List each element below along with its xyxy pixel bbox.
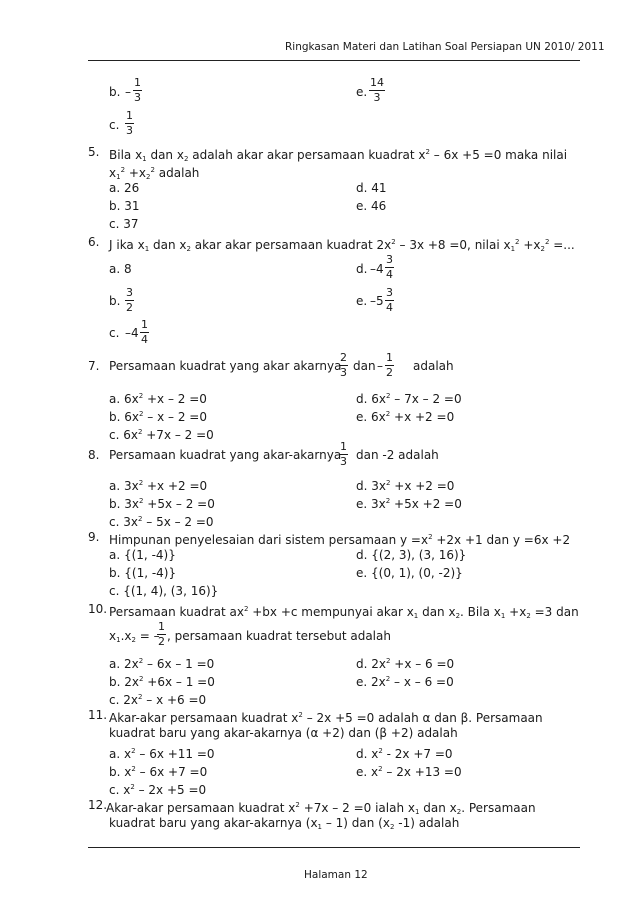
text: c. 6x (109, 428, 138, 442)
question-number: 9. (88, 530, 100, 544)
superscript: 2 (385, 497, 391, 505)
text: = – (135, 629, 160, 643)
superscript: 2 (137, 693, 143, 701)
superscript: 2 (138, 392, 144, 400)
text: Himpunan penyelesaian dari sistem persamaan y =x (109, 533, 429, 547)
option-d: d. {(2, 3), (3, 16)} (356, 548, 467, 562)
text: d. 2x (356, 657, 386, 671)
option-a (109, 654, 214, 672)
question-text: dan -2 adalah (356, 448, 439, 462)
question-text (109, 235, 575, 257)
superscript: 2 (138, 675, 144, 683)
superscript: 2 (425, 148, 430, 156)
text: adalah (154, 166, 200, 180)
question-text-line2 (109, 816, 459, 835)
numerator: 3 (386, 253, 393, 266)
text: c. x (109, 783, 131, 797)
text: e. 3x (356, 497, 386, 511)
text: b. 6x (109, 410, 139, 424)
question-text (109, 530, 570, 548)
superscript: 2 (544, 238, 550, 246)
text: – x +6 =0 (142, 693, 207, 707)
text: +x +2 =0 (390, 479, 455, 493)
text: d. 3x (356, 479, 386, 493)
superscript: 2 (385, 657, 391, 665)
subscript: 1 (414, 808, 420, 816)
text: – x – 6 =0 (390, 675, 454, 689)
text: +x +2 =0 (390, 410, 455, 424)
option-d (356, 389, 462, 407)
denominator: 3 (340, 366, 347, 379)
question-text-line2: kuadrat baru yang akar-akarnya (α +2) dan (β +2) adalah (109, 726, 458, 740)
subscript: 2 (455, 612, 461, 620)
superscript: 2 (150, 166, 155, 174)
fraction (339, 441, 348, 468)
text: +x – 2 =0 (143, 392, 207, 406)
page-number: Halaman 12 (304, 869, 368, 881)
superscript: 2 (385, 675, 391, 683)
text: =... (549, 238, 575, 252)
question-text (109, 602, 579, 624)
option-label: c. (109, 118, 120, 132)
superscript: 2 (137, 428, 143, 436)
superscript: 2 (138, 410, 144, 418)
numerator: 1 (158, 620, 165, 633)
subscript: 2 (183, 155, 189, 163)
superscript: 2 (378, 765, 383, 773)
fraction (385, 287, 394, 314)
question-number: 12. (88, 798, 108, 812)
superscript: 2 (385, 392, 391, 400)
denominator: 2 (158, 635, 165, 648)
question-number: 8. (88, 448, 100, 462)
fraction (125, 110, 134, 137)
text: kuadrat baru yang akar-akarnya (x (109, 816, 318, 830)
option-label: c. (109, 326, 120, 340)
subscript: 2 (186, 245, 191, 253)
text: dan x (418, 605, 456, 619)
text: – 3x +8 =0, nilai x (395, 238, 511, 252)
numerator: 3 (126, 286, 133, 299)
text: x (109, 629, 117, 643)
text: +7x – 2 =0 (142, 428, 214, 442)
numerator: 3 (386, 286, 393, 299)
numerator: 1 (386, 351, 393, 364)
text: +bx +c mempunyai akar x (248, 605, 414, 619)
text: dan x (149, 238, 187, 252)
fraction (157, 621, 166, 648)
denominator: 3 (126, 124, 133, 137)
superscript: 2 (243, 605, 249, 613)
question-text (109, 708, 543, 726)
minus-sign: – (125, 85, 131, 99)
option-c: c. 37 (109, 217, 139, 231)
text: – 2x +13 =0 (382, 765, 462, 779)
option-e (356, 762, 462, 780)
question-number: 11. (88, 708, 108, 722)
superscript: 2 (391, 238, 396, 246)
text: Persamaan kuadrat ax (109, 605, 244, 619)
text: +6x – 1 =0 (143, 675, 215, 689)
mixed-whole: –4 (370, 262, 384, 276)
text: +x +2 =0 (143, 479, 208, 493)
superscript: 2 (385, 479, 391, 487)
text: - 2x +7 =0 (382, 747, 453, 761)
text: J ika x (109, 238, 145, 252)
superscript: 2 (515, 238, 520, 246)
option-b: b. 31 (109, 199, 140, 213)
text: e. x (356, 765, 379, 779)
option-a: a. 26 (109, 181, 140, 195)
text: +7x – 2 =0 ialah x (299, 801, 415, 815)
text: +x (505, 605, 527, 619)
text: – x – 2 =0 (143, 410, 207, 424)
text: . Persamaan (461, 801, 536, 815)
denominator: 3 (134, 91, 141, 104)
superscript: 2 (137, 515, 143, 523)
option-c (109, 512, 214, 530)
text: – 7x – 2 =0 (390, 392, 462, 406)
subscript: 2 (131, 636, 136, 644)
numerator: 1 (126, 109, 133, 122)
text: – 6x – 1 =0 (143, 657, 215, 671)
denominator: 2 (386, 366, 393, 379)
superscript: 2 (378, 747, 383, 755)
option-label: b. (109, 85, 121, 99)
option-d: d. 41 (356, 181, 387, 195)
superscript: 2 (138, 497, 144, 505)
superscript: 2 (138, 479, 144, 487)
option-b: b. {(1, -4)} (109, 566, 177, 580)
text: +x (125, 166, 147, 180)
numerator: 1 (134, 76, 141, 89)
text: – 6x +11 =0 (135, 747, 215, 761)
fraction (385, 254, 394, 281)
question-text: adalah (413, 359, 454, 373)
option-b (109, 407, 207, 425)
option-b (109, 494, 215, 512)
option-a: a. {(1, -4)} (109, 548, 176, 562)
header-rule (88, 60, 580, 61)
subscript: 1 (510, 245, 516, 253)
question-text-line2 (109, 629, 160, 648)
text: .x (120, 629, 132, 643)
subscript: 1 (317, 823, 323, 831)
superscript: 2 (385, 410, 391, 418)
numerator: 1 (141, 318, 148, 331)
option-e (356, 494, 462, 512)
superscript: 2 (131, 765, 136, 773)
fraction (133, 77, 142, 104)
text: +2x +1 dan y =6x +2 (432, 533, 571, 547)
option-a (109, 389, 207, 407)
text: . Bila x (460, 605, 501, 619)
text: – 1) dan (x (322, 816, 390, 830)
option-a (109, 476, 207, 494)
text: c. 3x (109, 515, 138, 529)
superscript: 2 (131, 747, 136, 755)
option-d (356, 476, 454, 494)
option-label: e. (356, 85, 368, 99)
question-text: Persamaan kuadrat yang akar-akarnya (109, 448, 342, 462)
fraction (125, 287, 134, 314)
option-e (356, 407, 454, 425)
text: – 5x – 2 =0 (142, 515, 214, 529)
text: a. x (109, 747, 132, 761)
option-e: e. {(0, 1), (0, -2)} (356, 566, 463, 580)
option-a: a. 8 (109, 262, 132, 276)
text: +5x – 2 =0 (143, 497, 215, 511)
text: e. 6x (356, 410, 386, 424)
text: a. 3x (109, 479, 139, 493)
text: Bila x (109, 148, 143, 162)
header-title: Ringkasan Materi dan Latihan Soal Persiapan UN 2010/ 2011 (285, 41, 605, 53)
question-number: 10. (88, 602, 108, 616)
fraction (369, 77, 385, 104)
text: adalah akar akar persamaan kuadrat x (188, 148, 426, 162)
footer-rule (88, 847, 580, 848)
superscript: 2 (298, 711, 303, 719)
subscript: 1 (144, 245, 150, 253)
text: – 6x +5 =0 maka nilai (429, 148, 568, 162)
superscript: 2 (120, 166, 126, 174)
text: d. x (356, 747, 379, 761)
subscript: 2 (540, 245, 545, 253)
subscript: 1 (413, 612, 419, 620)
text: b. 3x (109, 497, 139, 511)
numerator: 1 (340, 440, 347, 453)
text: Akar-akar persamaan kuadrat x (106, 801, 296, 815)
subscript: 1 (116, 636, 121, 644)
option-a (109, 744, 215, 762)
denominator: 3 (340, 455, 347, 468)
text: akar akar persamaan kuadrat 2x (190, 238, 392, 252)
fraction (385, 352, 394, 379)
subscript: 2 (146, 173, 151, 181)
option-c (109, 780, 206, 798)
subscript: 1 (116, 173, 121, 181)
minus-sign: – (377, 359, 383, 373)
denominator: 4 (386, 301, 393, 314)
option-b (109, 672, 215, 690)
option-e (356, 672, 454, 690)
option-d (356, 744, 453, 762)
mixed-whole: –5 (370, 294, 384, 308)
text: +x – 6 =0 (390, 657, 455, 671)
option-c (109, 690, 206, 708)
numerator: 14 (370, 76, 384, 89)
text: b. x (109, 765, 132, 779)
text: – 6x +7 =0 (135, 765, 208, 779)
option-d (356, 654, 454, 672)
fraction (140, 319, 149, 346)
text: =3 dan (530, 605, 579, 619)
text: a. 2x (109, 657, 139, 671)
superscript: 2 (295, 801, 300, 809)
text: +5x +2 =0 (390, 497, 462, 511)
text: c. 2x (109, 693, 138, 707)
subscript: 2 (456, 808, 462, 816)
text: b. 2x (109, 675, 139, 689)
text: – 2x +5 =0 (134, 783, 207, 797)
subscript: 2 (389, 823, 395, 831)
option-c: c. {(1, 4), (3, 16)} (109, 584, 219, 598)
question-number: 5. (88, 145, 100, 159)
question-text: Persamaan kuadrat yang akar akarnya (109, 359, 342, 373)
text: d. 6x (356, 392, 386, 406)
option-c (109, 425, 214, 443)
superscript: 2 (130, 783, 135, 791)
text: -1) adalah (394, 816, 460, 830)
denominator: 3 (373, 91, 381, 104)
question-number: 7. (88, 359, 100, 373)
option-b (109, 762, 207, 780)
text: dan x (146, 148, 184, 162)
text: x (109, 166, 117, 180)
text: dan x (419, 801, 457, 815)
denominator: 4 (141, 333, 148, 346)
subscript: 1 (142, 155, 147, 163)
mixed-whole: –4 (125, 326, 139, 340)
text: a. 6x (109, 392, 139, 406)
subscript: 1 (500, 612, 506, 620)
option-e: e. 46 (356, 199, 387, 213)
question-text: dan (353, 359, 376, 373)
superscript: 2 (138, 657, 144, 665)
text: – 2x +5 =0 adalah α dan β. Persamaan (302, 711, 543, 725)
option-label: d. (356, 262, 368, 276)
option-label: e. (356, 294, 368, 308)
question-text: , persamaan kuadrat tersebut adalah (167, 629, 391, 643)
text: Akar-akar persamaan kuadrat x (109, 711, 299, 725)
option-label: b. (109, 294, 121, 308)
question-number: 6. (88, 235, 100, 249)
subscript: 2 (526, 612, 531, 620)
denominator: 2 (126, 301, 133, 314)
denominator: 4 (386, 268, 393, 281)
superscript: 2 (428, 533, 433, 541)
numerator: 2 (340, 351, 347, 364)
fraction (339, 352, 348, 379)
text: e. 2x (356, 675, 386, 689)
text: +x (519, 238, 541, 252)
